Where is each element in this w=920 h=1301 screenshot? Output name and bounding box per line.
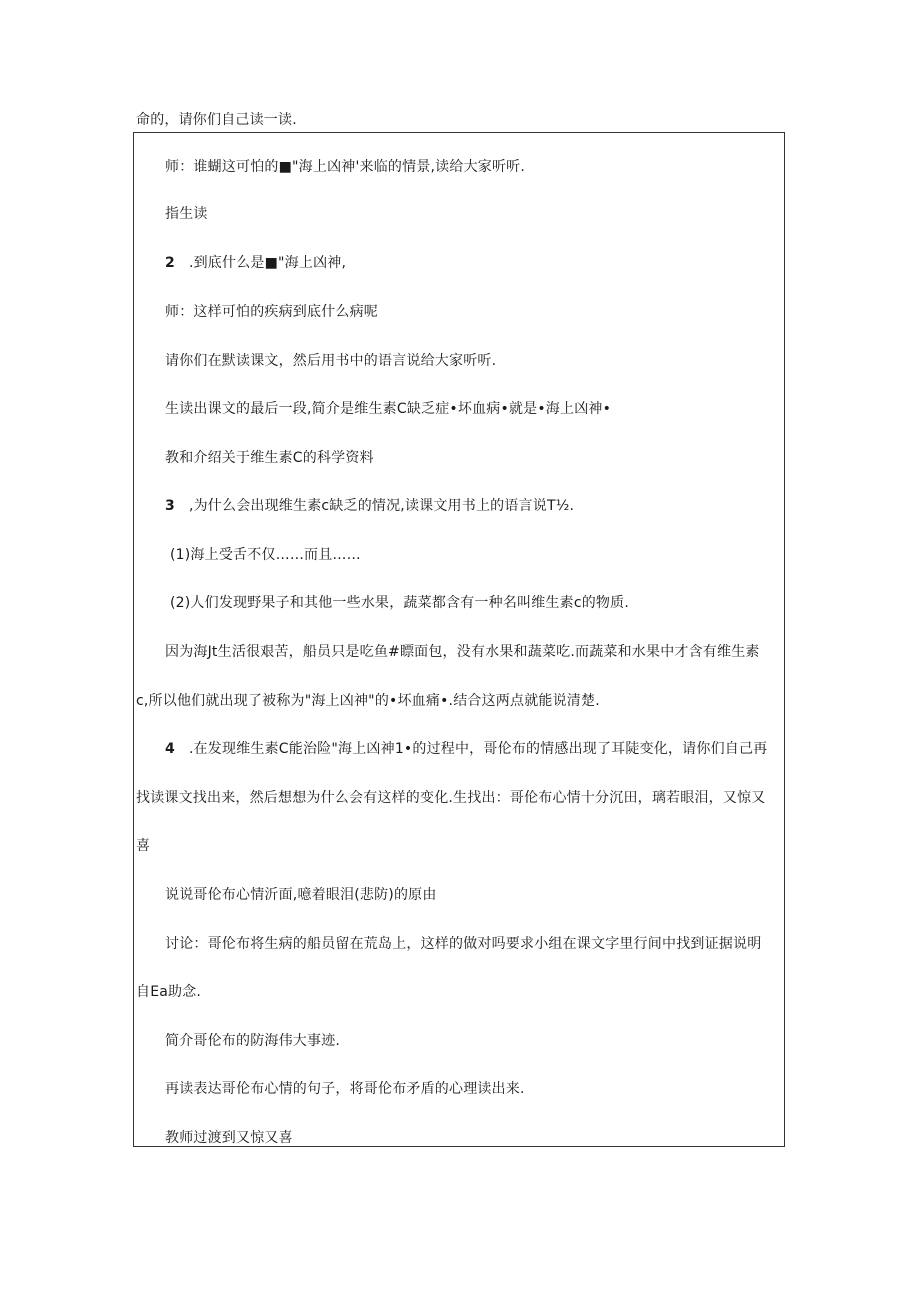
paragraph-15: 喜 [136, 838, 151, 854]
paragraph-20: 再读表达哥伦布心情的句子，将哥伦布矛盾的心理读出来. [165, 1081, 525, 1097]
paragraph-5: 请你们在默读课文，然后用书中的语言说给大家听听. [165, 353, 497, 369]
item-2-text: .到底什么是■"海上凶神, [188, 255, 347, 271]
paragraph-11: 因为海Jt生活很艰苦，船员只是吃鱼#瞟面包，没有水果和蔬菜吃.而蔬菜和水果中才含有维生素 [165, 644, 760, 660]
item-number-2: 2 [165, 255, 175, 271]
paragraph-18: 自Ea助念. [136, 984, 202, 1000]
paragraph-13 [165, 739, 767, 759]
paragraph-3 [165, 253, 346, 273]
paragraph-7: 教和介绍关于维生素C的科学资料 [165, 450, 374, 466]
paragraph-2: 指生读 [165, 206, 208, 222]
paragraph-16: 说说哥伦布心情沂面,噫着眼泪(悲防)的原由 [165, 887, 437, 903]
item-4-text: .在发现维生素C能治险"海上凶神1•的过程中，哥伦布的情感出现了耳陡变化，请你们自己再 [188, 741, 768, 757]
paragraph-21: 教师过渡到又惊又喜 [165, 1130, 293, 1146]
paragraph-8 [165, 496, 574, 516]
paragraph-17: 讨论：哥伦布将生病的船员留在荒岛上，这样的做对吗要求小组在课文字里行间中找到证据说明 [165, 936, 762, 952]
paragraph-12: c,所以他们就出现了被称为"海上凶神"的•坏血痛•.结合这两点就能说清楚. [136, 693, 600, 709]
intro-text: 命的，请你们自己读一读. [136, 112, 297, 128]
paragraph-14: 找读课文找出来，然后想想为什么会有这样的变化.生找出：哥伦布心情十分沉田，璃若眼泪，又惊又 [136, 790, 766, 806]
paragraph-19: 简介哥伦布的防海伟大事迹. [165, 1033, 341, 1049]
paragraph-6: 生读出课文的最后一段,简介是维生素C缺乏症•坏血病•就是•海上凶神• [165, 401, 612, 417]
item-3-text: ,为什么会出现维生素c缺乏的情况,读课文用书上的语言说T½. [188, 498, 575, 514]
paragraph-4: 师：这样可怕的疾病到底什么病呢 [165, 304, 378, 320]
item-number-4: 4 [165, 741, 175, 757]
item-number-3: 3 [165, 498, 175, 514]
paragraph-1: 师：谁蝴这可怕的■"海上凶神'来临的情景,读给大家听听. [165, 159, 526, 175]
paragraph-10: (2)人们发现野果子和其他一些水果，蔬菜都含有一种名叫维生素c的物质. [170, 595, 629, 611]
content-table [133, 132, 785, 1147]
paragraph-9: (1)海上受舌不仅……而且…… [170, 547, 361, 563]
